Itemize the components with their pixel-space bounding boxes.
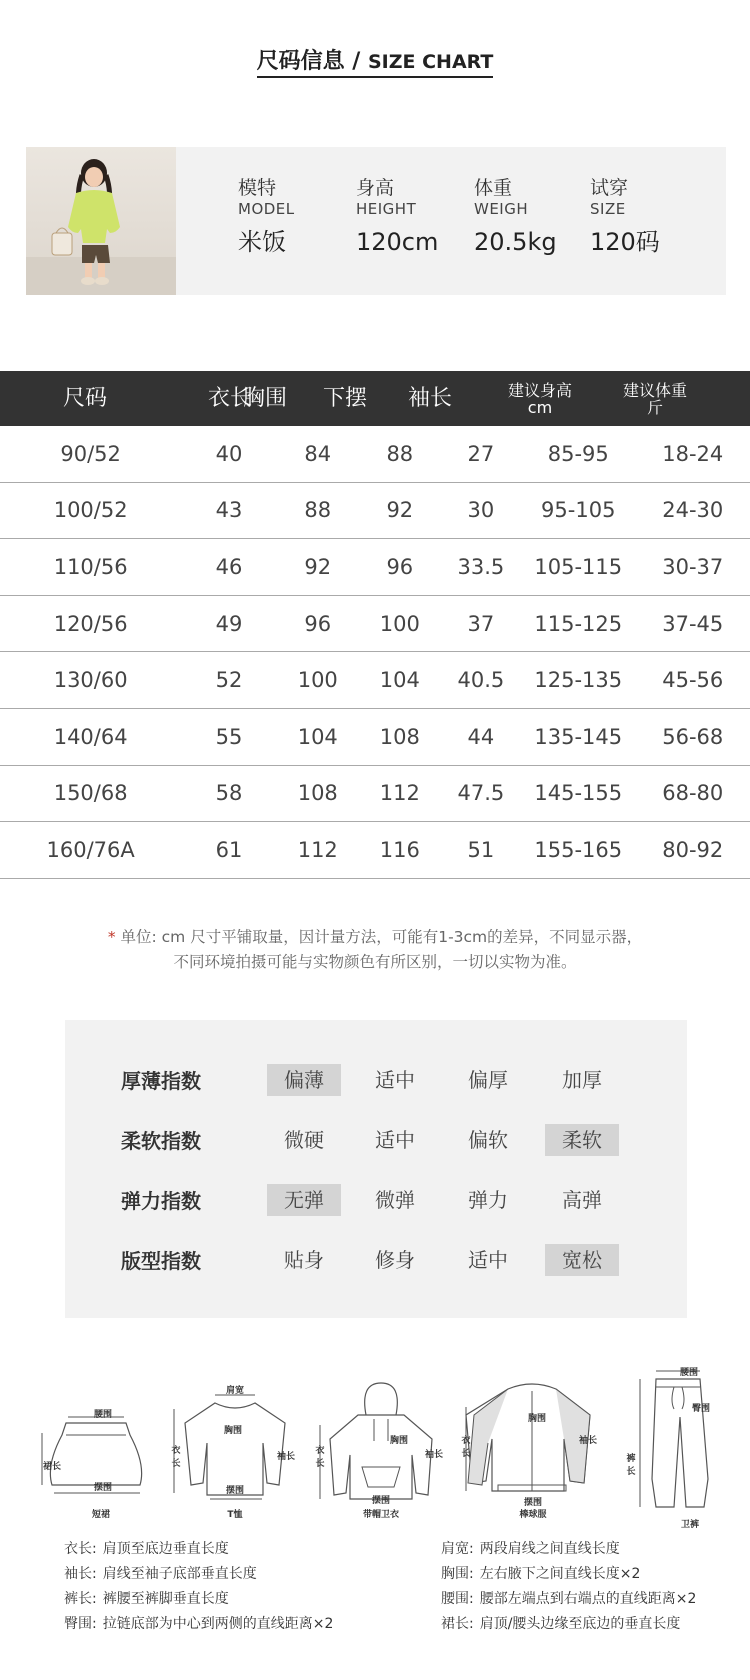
size-cell: 30 — [467, 498, 495, 523]
size-cell: 92 — [304, 554, 332, 579]
index-option: 柔软 — [545, 1124, 619, 1156]
header-hem: 下摆 — [322, 385, 367, 411]
index-option: 适中 — [375, 1068, 415, 1092]
definition-text: 肩顶/腰头边缘至底边的垂直长度 — [479, 1616, 681, 1632]
size-cell: 43 — [215, 498, 243, 523]
definition-term: 裤长: — [64, 1591, 97, 1607]
size-cell: 125-135 — [534, 668, 623, 693]
definition-item — [441, 1615, 680, 1633]
model-photo — [26, 147, 176, 295]
index-option: 弹力 — [468, 1188, 508, 1212]
fabric-index-panel — [65, 1020, 687, 1318]
model-info — [176, 147, 726, 295]
size-cell: 96 — [304, 611, 332, 636]
definition-term: 衣长: — [64, 1541, 97, 1557]
size-cell: 68-80 — [662, 781, 724, 806]
index-label: 版型指数 — [121, 1249, 201, 1273]
hoodie-label-length: 衣长 — [315, 1446, 325, 1469]
tshirt-label-chest: 胸围 — [223, 1426, 242, 1436]
jacket-label-sleeve: 袖长 — [578, 1436, 597, 1446]
size-cell: 85-95 — [547, 441, 609, 466]
index-label: 柔软指数 — [121, 1129, 201, 1153]
definition-item — [64, 1540, 229, 1558]
size-cell: 49 — [215, 611, 243, 636]
size-cell: 46 — [215, 554, 243, 579]
index-row — [65, 1124, 687, 1158]
header-rec-height: 建议身高 cm — [507, 380, 572, 417]
index-option: 微弹 — [375, 1188, 415, 1212]
size-row — [0, 539, 750, 596]
index-label: 厚薄指数 — [121, 1069, 201, 1093]
size-cell: 112 — [297, 837, 338, 862]
definition-term: 袖长: — [64, 1566, 97, 1582]
index-option: 宽松 — [545, 1244, 619, 1276]
definition-item — [64, 1615, 333, 1633]
model-figure-illustration — [26, 147, 176, 295]
title-zh: 尺码信息 — [256, 49, 345, 74]
model-card — [26, 147, 726, 295]
definition-item — [441, 1590, 696, 1608]
index-option: 修身 — [375, 1248, 415, 1272]
definition-term: 肩宽: — [441, 1541, 474, 1557]
header-size: 尺码 — [62, 385, 107, 411]
size-row — [0, 483, 750, 540]
size-cell: 30-37 — [662, 554, 724, 579]
header-sleeve: 袖长 — [407, 385, 452, 411]
size-row — [0, 766, 750, 823]
size-cell: 44 — [467, 724, 495, 749]
size-row — [0, 652, 750, 709]
size-cell: 155-165 — [534, 837, 623, 862]
definition-text: 腰部左端点到右端点的直线距离×2 — [479, 1591, 697, 1607]
size-cell: 108 — [297, 781, 338, 806]
index-option: 无弹 — [267, 1184, 341, 1216]
size-cell: 18-24 — [662, 441, 724, 466]
hoodie-icon — [316, 1381, 446, 1511]
tshirt-caption: T恤 — [227, 1510, 243, 1520]
definition-term: 臀围: — [64, 1616, 97, 1632]
size-cell: 100 — [297, 668, 338, 693]
size-cell: 100 — [379, 611, 420, 636]
size-cell: 100/52 — [53, 498, 128, 523]
page-title — [0, 44, 750, 75]
tshirt-label-shoulder: 肩宽 — [225, 1386, 244, 1396]
size-cell: 116 — [379, 837, 420, 862]
index-option: 偏薄 — [267, 1064, 341, 1096]
definition-text: 两段肩线之间直线长度 — [479, 1541, 620, 1557]
definition-item — [441, 1565, 640, 1583]
definition-term: 腰围: — [441, 1591, 474, 1607]
index-row — [65, 1184, 687, 1218]
size-cell: 37 — [467, 611, 495, 636]
index-option: 贴身 — [284, 1248, 324, 1272]
definition-text: 肩线至袖子底部垂直长度 — [102, 1566, 257, 1582]
model-col-name: 模特 MODEL 米饭 — [238, 177, 295, 256]
skirt-label-waist: 腰围 — [93, 1410, 112, 1420]
jacket-label-length: 衣长 — [461, 1436, 471, 1459]
tshirt-label-hem: 摆围 — [225, 1486, 244, 1496]
size-cell: 104 — [379, 668, 420, 693]
jacket-caption: 棒球服 — [519, 1510, 547, 1520]
size-cell: 88 — [386, 441, 414, 466]
jogger-pants-icon — [626, 1365, 726, 1525]
model-col-weight: 体重 WEIGH 20.5kg — [474, 177, 557, 256]
size-cell: 45-56 — [662, 668, 724, 693]
hoodie-label-chest: 胸围 — [389, 1436, 408, 1446]
index-row — [65, 1244, 687, 1278]
size-cell: 52 — [215, 668, 243, 693]
jacket-label-chest: 胸围 — [527, 1414, 546, 1424]
size-cell: 37-45 — [662, 611, 724, 636]
size-cell: 150/68 — [53, 781, 128, 806]
size-cell: 40 — [215, 441, 243, 466]
definition-item — [64, 1565, 257, 1583]
title-en: SIZE CHART — [367, 51, 494, 73]
index-option: 适中 — [468, 1248, 508, 1272]
skirt-label-length: 裙长 — [42, 1462, 61, 1472]
size-cell: 51 — [467, 837, 495, 862]
definition-text: 左右腋下之间直线长度×2 — [479, 1566, 641, 1582]
index-option: 适中 — [375, 1128, 415, 1152]
size-cell: 115-125 — [534, 611, 623, 636]
pants-label-length: 裤长 — [626, 1454, 636, 1477]
hoodie-label-sleeve: 袖长 — [424, 1450, 443, 1460]
size-cell: 95-105 — [541, 498, 616, 523]
model-col-height: 身高 HEIGHT 120cm — [356, 177, 439, 256]
header-rec-weight: 建议体重 斤 — [622, 380, 687, 417]
size-row — [0, 596, 750, 653]
tshirt-label-sleeve: 袖长 — [276, 1452, 295, 1462]
index-option: 偏软 — [468, 1128, 508, 1152]
definition-item — [441, 1540, 620, 1558]
size-cell: 84 — [304, 441, 332, 466]
size-cell: 96 — [386, 554, 414, 579]
size-cell: 61 — [215, 837, 243, 862]
disclaimer-note — [0, 925, 750, 975]
definition-text: 肩顶至底边垂直长度 — [102, 1541, 229, 1557]
size-cell: 104 — [297, 724, 338, 749]
note-line1: 单位: cm 尺寸平铺取量，因计量方法，可能有1-3cm的差异，不同显示器， — [120, 928, 643, 946]
skirt-caption: 短裙 — [91, 1510, 110, 1520]
note-line2: 不同环境拍摄可能与实物颜色有所区别，一切以实物为准。 — [173, 953, 577, 971]
definition-text: 裤腰至裤脚垂直长度 — [102, 1591, 229, 1607]
definition-item — [64, 1590, 229, 1608]
note-star: * — [107, 928, 116, 946]
size-cell: 55 — [215, 724, 243, 749]
size-cell: 105-115 — [534, 554, 623, 579]
size-cell: 120/56 — [53, 611, 128, 636]
size-cell: 56-68 — [662, 724, 724, 749]
size-row — [0, 709, 750, 766]
size-cell: 160/76A — [46, 837, 135, 862]
size-cell: 58 — [215, 781, 243, 806]
skirt-diagram — [36, 1393, 156, 1520]
hoodie-diagram — [315, 1381, 446, 1520]
definition-term: 胸围: — [441, 1566, 474, 1582]
garment-diagrams — [0, 1365, 750, 1535]
size-cell: 24-30 — [662, 498, 724, 523]
size-table-header — [0, 371, 750, 426]
size-cell: 145-155 — [534, 781, 623, 806]
hoodie-caption: 带帽卫衣 — [362, 1510, 399, 1520]
pants-label-waist: 腰围 — [679, 1368, 698, 1378]
title-sep: / — [344, 49, 368, 74]
size-cell: 130/60 — [53, 668, 128, 693]
size-row — [0, 426, 750, 483]
size-cell: 47.5 — [457, 781, 505, 806]
jacket-diagram — [461, 1367, 602, 1520]
size-cell: 88 — [304, 498, 332, 523]
tshirt-label-length: 衣长 — [171, 1446, 181, 1469]
size-table-body — [0, 426, 750, 879]
size-cell: 140/64 — [53, 724, 128, 749]
size-cell: 33.5 — [457, 554, 505, 579]
size-cell: 40.5 — [457, 668, 505, 693]
size-cell: 90/52 — [60, 441, 121, 466]
skirt-label-hem: 摆围 — [93, 1483, 112, 1493]
header-length: 衣长 — [207, 385, 252, 411]
size-row — [0, 822, 750, 879]
pants-caption: 卫裤 — [680, 1520, 699, 1530]
hoodie-label-hem: 摆围 — [371, 1496, 390, 1506]
index-option: 偏厚 — [468, 1068, 508, 1092]
size-cell: 92 — [386, 498, 414, 523]
tshirt-diagram — [170, 1373, 300, 1520]
size-cell: 135-145 — [534, 724, 623, 749]
index-option: 高弹 — [562, 1188, 602, 1212]
definition-text: 拉链底部为中心到两侧的直线距离×2 — [102, 1616, 334, 1632]
size-cell: 80-92 — [662, 837, 724, 862]
index-label: 弹力指数 — [121, 1189, 201, 1213]
index-option: 加厚 — [562, 1068, 602, 1092]
model-col-size: 试穿 SIZE 120码 — [590, 177, 660, 256]
size-cell: 27 — [467, 441, 495, 466]
jacket-label-hem: 摆围 — [523, 1498, 542, 1508]
size-cell: 112 — [379, 781, 420, 806]
header-chest: 胸围 — [242, 385, 287, 411]
pants-label-hip: 臀围 — [691, 1404, 710, 1414]
index-option: 微硬 — [284, 1128, 324, 1152]
size-table — [0, 371, 750, 879]
index-row — [65, 1064, 687, 1098]
size-cell: 110/56 — [53, 554, 128, 579]
size-cell: 108 — [379, 724, 420, 749]
pants-diagram — [626, 1365, 726, 1530]
definition-term: 裙长: — [441, 1616, 474, 1632]
